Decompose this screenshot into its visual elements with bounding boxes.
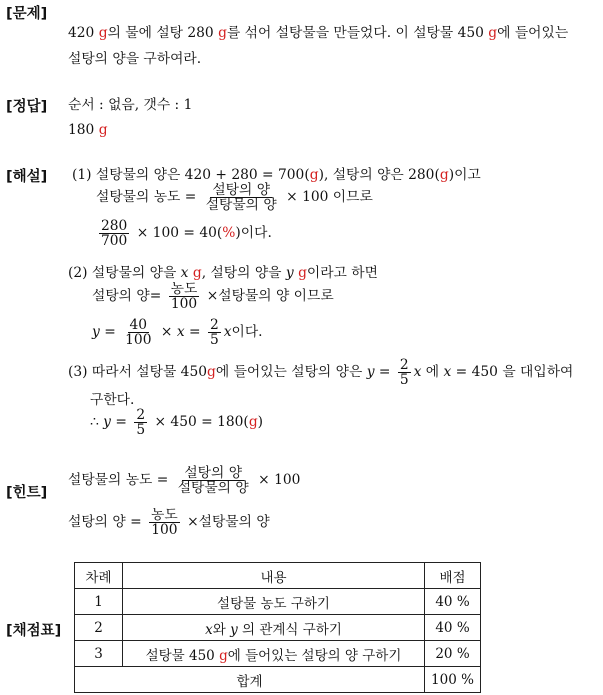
fraction: $\frac{2}{5}$ (209, 317, 219, 348)
row-number: 3 (75, 641, 123, 667)
header-cell: 배점 (425, 563, 481, 589)
row-points: 40 % (425, 615, 481, 641)
explanation-step2-line3: y = $\frac{40}{100}$ × x = $\frac{2}{5}$ x이다. (92, 317, 263, 348)
fraction: $\frac{280}{700}$ (101, 218, 128, 249)
explanation-step1-line2: 설탕물의 농도 = $\frac{\text{설탕의 양}}{\text{설탕물의 양}}$ × 100 이므로 (96, 182, 373, 213)
fraction: $\frac{\text{농도}}{100}$ (151, 507, 178, 538)
label-answer: [정답] (6, 99, 48, 115)
table-row (75, 641, 481, 667)
label-explanation: [해설] (6, 169, 48, 185)
label-hint: [힌트] (6, 485, 48, 501)
answer-value: 180 g (68, 122, 108, 138)
problem-line-2: 설탕의 양을 구하여라. (68, 51, 202, 67)
explanation-step3-line1: (3) 따라서 설탕물 450g에 들어있는 설탕의 양은 y = $\frac{2}{5}$ x 에 x = 450 을 대입하여 (68, 357, 574, 388)
row-content: 설탕물 농도 구하기 (123, 589, 425, 615)
label-rubric: [채점표] (6, 623, 62, 639)
row-number: 1 (75, 589, 123, 615)
table-header-row (75, 563, 481, 589)
fraction: $\frac{\text{농도}}{100}$ (170, 281, 198, 312)
fraction: $\frac{2}{5}$ (136, 407, 146, 438)
fraction: $\frac{\text{설탕의 양}}{\text{설탕물의 양}}$ (177, 465, 249, 496)
header-cell: 차례 (75, 563, 123, 589)
row-content: x와 y 의 관계식 구하기 (123, 615, 425, 641)
header-cell: 내용 (123, 563, 425, 589)
fraction: $\frac{40}{100}$ (125, 317, 152, 348)
total-points: 100 % (425, 667, 481, 693)
total-label: 합계 (75, 667, 425, 693)
explanation-step3-line3: ∴ y = $\frac{2}{5}$ × 450 = 180(g) (90, 407, 264, 438)
explanation-step2-line1: (2) 설탕물의 양을 x g, 설탕의 양을 y g이라고 하면 (68, 265, 378, 281)
row-content: 설탕물 450 g에 들어있는 설탕의 양 구하기 (123, 641, 425, 667)
row-number: 2 (75, 615, 123, 641)
table-row (75, 615, 481, 641)
problem-line-1: 420 g의 물에 설탕 280 g를 섞어 설탕물을 만들었다. 이 설탕물 450 g에 들어있는 (68, 25, 569, 41)
explanation-step3-line2: 구한다. (90, 392, 135, 408)
hint-line-1: 설탕물의 농도 = $\frac{\text{설탕의 양}}{\text{설탕물의 양}}$ × 100 (68, 465, 301, 496)
answer-line-1: 순서 : 없음, 갯수 : 1 (68, 97, 193, 113)
hint-line-2: 설탕의 양 = $\frac{\text{농도}}{100}$ ×설탕물의 양 (68, 507, 270, 538)
fraction: $\frac{2}{5}$ (399, 357, 409, 388)
rubric-table (74, 562, 481, 693)
explanation-step1-line3: $\frac{280}{700}$ × 100 = 40(%)이다. (101, 218, 272, 249)
explanation-step2-line2: 설탕의 양= $\frac{\text{농도}}{100}$ ×설탕물의 양 이므로 (92, 281, 334, 312)
row-points: 20 % (425, 641, 481, 667)
fraction: $\frac{\text{설탕의 양}}{\text{설탕물의 양}}$ (205, 182, 277, 213)
table-row (75, 589, 481, 615)
table-total-row (75, 667, 481, 693)
explanation-step1-line1: (1) 설탕물의 양은 420 + 280 = 700(g), 설탕의 양은 280(g)이고 (72, 167, 481, 183)
row-points: 40 % (425, 589, 481, 615)
label-problem: [문제] (6, 6, 48, 22)
